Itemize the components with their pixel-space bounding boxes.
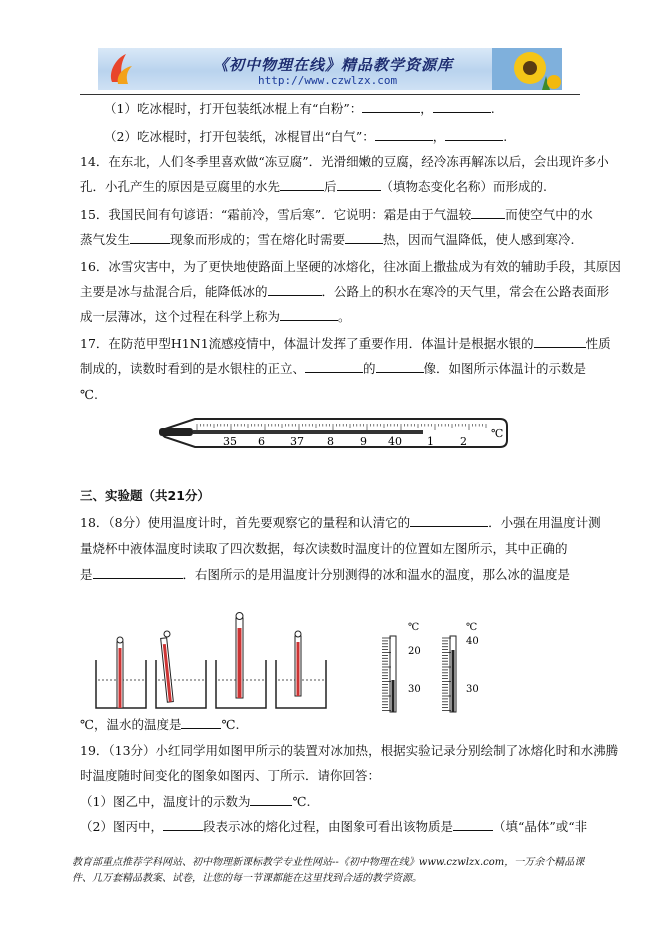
mercury-column bbox=[193, 430, 423, 434]
scale-label: 35 bbox=[223, 435, 237, 448]
q18-line3: 是 ．右图所示的是用温度计分别测得的冰和温水的温度，那么冰的温度是 bbox=[80, 567, 571, 582]
scale-label: 2 bbox=[460, 435, 467, 448]
warm-water-thermometer bbox=[442, 622, 479, 712]
footer-line1: 教育部重点推荐学科网站、初中物理新课标教学专业性网站--《初中物理在线》www.czwlzx.com，一万余个精品课 bbox=[72, 857, 585, 868]
scale-label: 37 bbox=[290, 435, 304, 448]
site-logo-icon bbox=[106, 52, 136, 86]
header-banner bbox=[98, 48, 562, 90]
scale-label: 30 bbox=[408, 684, 421, 695]
scale-label: 30 bbox=[466, 684, 479, 695]
ice-thermometer bbox=[382, 622, 421, 712]
beaker-b bbox=[156, 631, 206, 708]
scale-label: 40 bbox=[466, 636, 479, 647]
q18-line4: ℃，温水的温度是 ℃. bbox=[80, 717, 240, 732]
scale-label: 6 bbox=[258, 435, 265, 448]
q18-line1: 18．（8分）使用温度计时，首先要观察它的量程和认清它的 ．小强在用温度计测 bbox=[80, 515, 601, 530]
scale-label: 1 bbox=[427, 435, 434, 448]
sunflower-icon bbox=[492, 48, 562, 90]
q17-line3: ℃. bbox=[80, 387, 98, 402]
footer-line2: 件、几万套精品教案、试卷，让您的每一节课都能在这里找到合适的教学资源。 bbox=[72, 873, 422, 884]
q17-line1: 17．在防范甲型H1N1流感疫情中，体温计发挥了重要作用．体温计是根据水银的 性质 bbox=[80, 336, 611, 351]
section-title: 三、实验题（共21分） bbox=[80, 488, 210, 503]
q16-line2: 主要是冰与盐混合后，能降低冰的 ．公路上的积水在寒冷的天气里，常会在公路表面形 bbox=[80, 284, 610, 299]
q13-part1: （1）吃冰棍时，打开包装纸冰棍上有“白粉”： ， . bbox=[104, 101, 495, 116]
unit-label: ℃ bbox=[491, 427, 504, 440]
beaker-c bbox=[216, 613, 266, 709]
ice-and-water-thermometers bbox=[380, 620, 490, 716]
beaker-a bbox=[96, 637, 146, 708]
scale-label: 20 bbox=[408, 646, 421, 657]
q18-line2: 量烧杯中液体温度时读取了四次数据，每次读数时温度计的位置如左图所示，其中正确的 bbox=[80, 541, 568, 556]
header-rule bbox=[80, 94, 580, 95]
q19-line2: 时温度随时间变化的图象如图丙、丁所示．请你回答： bbox=[80, 768, 381, 783]
q19-line3: （1）图乙中，温度计的示数为 ℃. bbox=[80, 794, 311, 809]
q19-line1: 19．（13分）小红同学用如图甲所示的装置对冰加热，根据实验记录分别绘制了冰熔化时和水沸腾 bbox=[80, 743, 619, 758]
scale-label: 9 bbox=[360, 435, 367, 448]
q19-line4: （2）图丙中， 段表示冰的熔化过程，由图象可看出该物质是 （填“晶体”或“非 bbox=[80, 819, 588, 834]
q15-line2: 蒸气发生 现象而形成的；雪在熔化时需要 热，因而气温降低，使人感到寒冷. bbox=[80, 232, 575, 247]
clinical-thermometer-figure bbox=[155, 415, 510, 451]
unit-label: ℃ bbox=[408, 622, 420, 633]
q15-line1: 15．我国民间有句谚语：“霜前冷，雪后寒”．它说明：霜是由于气温较 而使空气中的水 bbox=[80, 207, 593, 222]
q16-line1: 16．冰雪灾害中，为了更快地使路面上坚硬的冰熔化，往冰面上撒盐成为有效的辅助手段，其原因 bbox=[80, 259, 621, 274]
banner-title: 《初中物理在线》精品教学资源库 bbox=[213, 56, 454, 74]
q16-line3: 成一层薄冰，这个过程在科学上称为 。 bbox=[80, 309, 351, 324]
banner-url[interactable]: http://www.czwlzx.com bbox=[258, 74, 398, 87]
q14-line2: 孔．小孔产生的原因是豆腐里的水先 后 （填物态变化名称）而形成的. bbox=[80, 179, 548, 194]
scale-label: 40 bbox=[388, 435, 402, 448]
mercury-bulb bbox=[159, 428, 193, 436]
q14-line1: 14．在东北，人们冬季里喜欢做“冻豆腐”．光滑细嫩的豆腐，经冷冻再解冻以后，会出现许多小 bbox=[80, 154, 609, 169]
beaker-d bbox=[276, 631, 326, 708]
q17-line2: 制成的，读数时看到的是水银柱的正立、 的 像．如图所示体温计的示数是 bbox=[80, 361, 587, 376]
q13-part2: （2）吃冰棍时，打开包装纸，冰棍冒出“白气”： ， . bbox=[104, 129, 508, 144]
beakers-figure bbox=[90, 608, 340, 714]
scale-label: 8 bbox=[327, 435, 334, 448]
unit-label: ℃ bbox=[466, 622, 478, 633]
